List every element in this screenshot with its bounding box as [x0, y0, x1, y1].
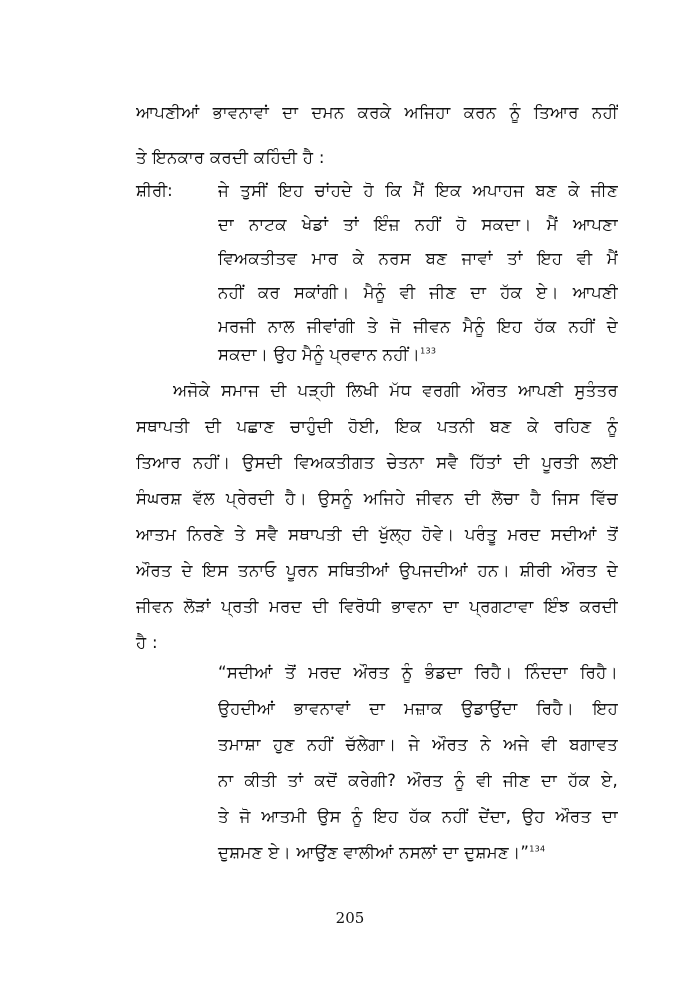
quote-last-text: ਦੁਸ਼ਮਣ ਏ। ਆਉਂਣ ਵਾਲੀਆਂ ਨਸਲਾਂ ਦਾ ਦੁਸ਼ਮਣ।”: [218, 843, 530, 862]
quote-line: ਤਮਾਸ਼ਾ ਹੁਣ ਨਹੀਂ ਚੱਲੇਗਾ। ਜੇ ਔਰਤ ਨੇ ਅਜੇ ਵੀ ਬਗਾਵਤ: [218, 735, 618, 754]
dialogue-line: ਦਾ ਨਾਟਕ ਖੇਡਾਂ ਤਾਂ ਇੰਜ਼ ਨਹੀਂ ਹੋ ਸਕਦਾ। ਮੈਂ ਆਪਣਾ: [218, 215, 618, 234]
footnote-ref-133: 133: [420, 346, 437, 356]
dialogue-last-text: ਸਕਦਾ। ਉਹ ਮੈਨੂੰ ਪ੍ਰਵਾਨ ਨਹੀਂ।: [218, 345, 421, 364]
dialogue-last-line: [218, 344, 436, 366]
paragraph-line: ਅਜੋਕੇ ਸਮਾਜ ਦੀ ਪੜ੍ਹੀ ਲਿਖੀ ਮੱਧ ਵਰਗੀ ਔਰਤ ਆਪਣੀ ਸੁਤੰਤਰ: [173, 381, 618, 400]
footnote-ref-134: 134: [529, 844, 546, 854]
quote-line: “ਸਦੀਆਂ ਤੋਂ ਮਰਦ ਔਰਤ ਨੂੰ ਭੰਡਦਾ ਰਿਹੈ। ਨਿੰਦਦਾ ਰਿਹੈ।: [218, 663, 618, 682]
dialogue-line: ਮਰਜੀ ਨਾਲ ਜੀਵਾਂਗੀ ਤੇ ਜੋ ਜੀਵਨ ਮੈਨੂੰ ਇਹ ਹੱਕ ਨਹੀਂ ਦੇ: [218, 317, 618, 336]
intro-line-2: ਤੇ ਇਨਕਾਰ ਕਰਦੀ ਕਹਿੰਦੀ ਹੈ :: [136, 148, 325, 167]
paragraph-line: ਸੰਘਰਸ਼ ਵੱਲ ਪ੍ਰੇਰਦੀ ਹੈ। ਉਸਨੂੰ ਅਜਿਹੇ ਜੀਵਨ ਦੀ ਲੋਚਾ ਹੈ ਜਿਸ ਵਿੱਚ: [136, 489, 618, 508]
dialogue-line: ਨਹੀਂ ਕਰ ਸਕਾਂਗੀ। ਮੈਨੂੰ ਵੀ ਜੀਣ ਦਾ ਹੱਕ ਏ। ਆਪਣੀ: [218, 283, 618, 302]
quote-line: ਨਾ ਕੀਤੀ ਤਾਂ ਕਦੋਂ ਕਰੇਗੀ? ਔਰਤ ਨੂੰ ਵੀ ਜੀਣ ਦਾ ਹੱਕ ਏ,: [218, 771, 618, 790]
paragraph-line: ਆਤਮ ਨਿਰਣੇ ਤੇ ਸਵੈ ਸਥਾਪਤੀ ਦੀ ਖੁੱਲ੍ਹ ਹੋਵੇ। ਪਰੰਤੂ ਮਰਦ ਸਦੀਆਂ ਤੋਂ: [136, 525, 618, 544]
speaker-label: ਸ਼ੀਰੀ:: [136, 181, 173, 200]
paragraph-last-line: ਹੈ :: [136, 633, 158, 652]
dialogue-line: ਜੇ ਤੁਸੀਂ ਇਹ ਚਾਂਹਦੇ ਹੋ ਕਿ ਮੈਂ ਇਕ ਅਪਾਹਜ ਬਣ ਕੇ ਜੀਣ: [218, 181, 618, 200]
page-number: 205: [335, 909, 365, 927]
quote-line: ਤੇ ਜੋ ਆਤਮੀ ਉਸ ਨੂੰ ਇਹ ਹੱਕ ਨਹੀਂ ਦੇਂਦਾ, ਉਹ ਔਰਤ ਦਾ: [218, 807, 618, 826]
paragraph-line: ਔਰਤ ਦੇ ਇਸ ਤਨਾਓ ਪੂਰਨ ਸਥਿਤੀਆਂ ਉਪਜਦੀਆਂ ਹਨ। ਸ਼ੀਰੀ ਔਰਤ ਦੇ: [136, 561, 618, 580]
paragraph-line: ਸਥਾਪਤੀ ਦੀ ਪਛਾਣ ਚਾਹੁੰਦੀ ਹੋਈ, ਇਕ ਪਤਨੀ ਬਣ ਕੇ ਰਹਿਣ ਨੂੰ: [136, 417, 618, 436]
quote-last-line: [218, 842, 545, 864]
paragraph-line: ਜੀਵਨ ਲੋੜਾਂ ਪ੍ਰਤੀ ਮਰਦ ਦੀ ਵਿਰੋਧੀ ਭਾਵਨਾ ਦਾ ਪ੍ਰਗਟਾਵਾ ਇੰਝ ਕਰਦੀ: [136, 597, 618, 616]
intro-line-1: ਆਪਣੀਆਂ ਭਾਵਨਾਵਾਂ ਦਾ ਦਮਨ ਕਰਕੇ ਅਜਿਹਾ ਕਰਨ ਨੂੰ ਤਿਆਰ ਨਹੀਂ: [136, 103, 618, 122]
dialogue-line: ਵਿਅਕਤੀਤਵ ਮਾਰ ਕੇ ਨਰਸ ਬਣ ਜਾਵਾਂ ਤਾਂ ਇਹ ਵੀ ਮੈਂ: [218, 249, 618, 268]
paragraph-line: ਤਿਆਰ ਨਹੀਂ। ਉਸਦੀ ਵਿਅਕਤੀਗਤ ਚੇਤਨਾ ਸਵੈ ਹਿੱਤਾਂ ਦੀ ਪੂਰਤੀ ਲਈ: [136, 453, 618, 472]
quote-line: ਉਹਦੀਆਂ ਭਾਵਨਾਵਾਂ ਦਾ ਮਜ਼ਾਕ ਉਡਾਉਂਦਾ ਰਿਹੈ। ਇਹ: [218, 699, 618, 718]
